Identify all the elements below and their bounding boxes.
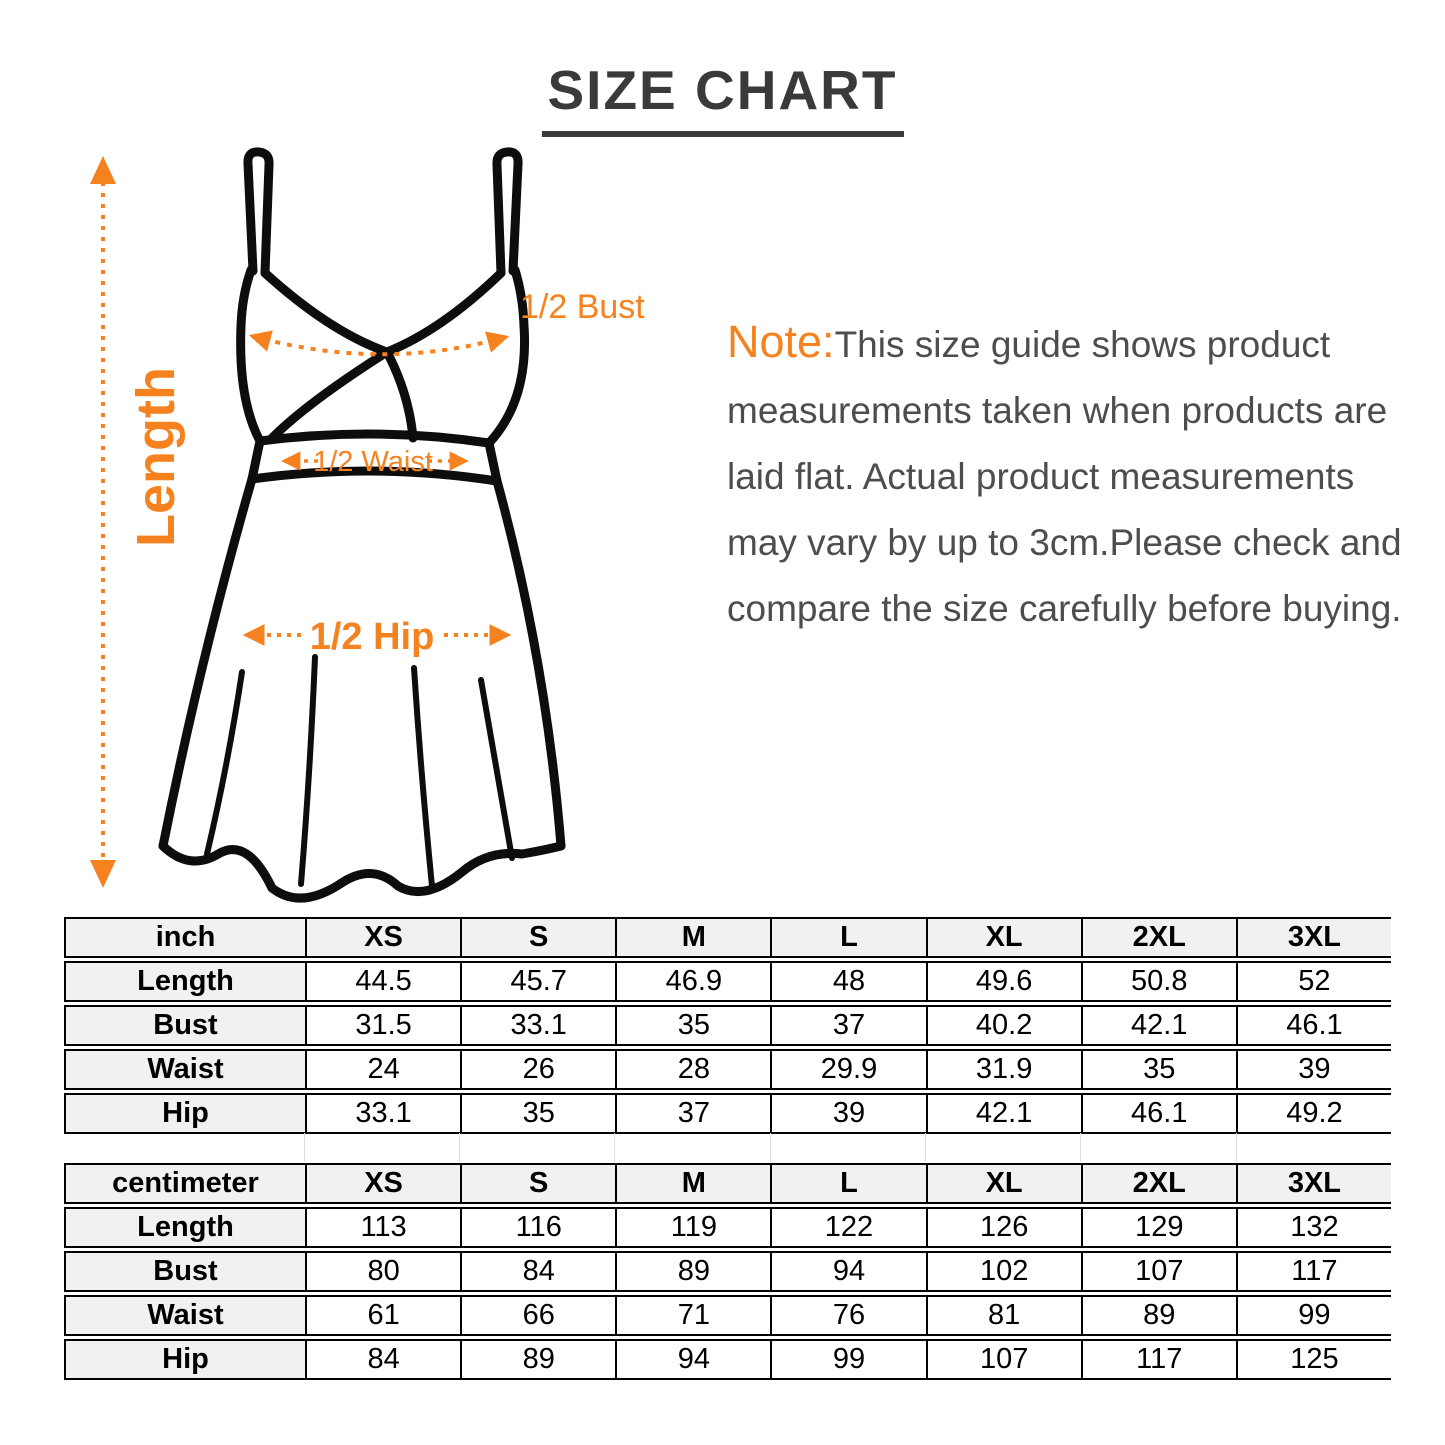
- measurement-value-cell: 99: [770, 1339, 925, 1380]
- measurement-value-cell: 61: [305, 1295, 460, 1336]
- measurement-value-cell: 117: [1236, 1251, 1391, 1292]
- size-header-cell: XL: [926, 917, 1081, 958]
- measurement-value-cell: 31.5: [305, 1005, 460, 1046]
- measurement-value-cell: 132: [1236, 1207, 1391, 1248]
- measurement-value-cell: 117: [1081, 1339, 1236, 1380]
- measurement-value-cell: 113: [305, 1207, 460, 1248]
- size-header-cell: S: [460, 1163, 615, 1204]
- unit-header-cell: centimeter: [64, 1163, 305, 1204]
- inch-size-table: [64, 914, 1391, 1137]
- measurement-value-cell: 116: [460, 1207, 615, 1248]
- measurement-value-cell: 37: [615, 1093, 770, 1134]
- gap-gridline: [1080, 1133, 1235, 1162]
- measurement-value-cell: 39: [770, 1093, 925, 1134]
- measurement-value-cell: 49.2: [1236, 1093, 1391, 1134]
- measurement-value-cell: 35: [460, 1093, 615, 1134]
- length-arrowhead-up: [90, 156, 116, 184]
- measurement-label-cell: Bust: [64, 1251, 305, 1292]
- waist-label: 1/2 Waist: [313, 446, 433, 478]
- measurement-value-cell: 39: [1236, 1049, 1391, 1090]
- size-header-cell: 2XL: [1081, 917, 1236, 958]
- measurement-value-cell: 33.1: [460, 1005, 615, 1046]
- measurement-value-cell: 84: [305, 1339, 460, 1380]
- size-header-cell: 2XL: [1081, 1163, 1236, 1204]
- measurement-value-cell: 46.9: [615, 961, 770, 1002]
- note-text-line: compare the size carefully before buying.: [727, 588, 1402, 629]
- measurement-label-cell: Bust: [64, 1005, 305, 1046]
- unit-header-cell: inch: [64, 917, 305, 958]
- measurement-value-cell: 50.8: [1081, 961, 1236, 1002]
- measurement-value-cell: 46.1: [1081, 1093, 1236, 1134]
- measurement-label-cell: Hip: [64, 1093, 305, 1134]
- measurement-value-cell: 52: [1236, 961, 1391, 1002]
- measurement-value-cell: 26: [460, 1049, 615, 1090]
- measurement-row: [64, 1339, 1391, 1380]
- measurement-value-cell: 42.1: [1081, 1005, 1236, 1046]
- size-header-row: [64, 1163, 1391, 1204]
- length-label: Length: [126, 367, 186, 547]
- gap-cell: [64, 1133, 304, 1162]
- skirt-right-edge: [497, 481, 561, 846]
- measurement-value-cell: 46.1: [1236, 1005, 1391, 1046]
- measurement-value-cell: 44.5: [305, 961, 460, 1002]
- measurement-value-cell: 80: [305, 1251, 460, 1292]
- skirt-pleat-lines: [207, 657, 512, 886]
- measurement-label-cell: Length: [64, 1207, 305, 1248]
- size-header-cell: L: [770, 917, 925, 958]
- measurement-value-cell: 89: [460, 1339, 615, 1380]
- dress-measurement-diagram: [0, 0, 720, 920]
- size-header-cell: L: [770, 1163, 925, 1204]
- measurement-value-cell: 129: [1081, 1207, 1236, 1248]
- measurement-value-cell: 45.7: [460, 961, 615, 1002]
- hip-label: 1/2 Hip: [309, 616, 435, 658]
- size-header-cell: M: [615, 1163, 770, 1204]
- skirt-hem: [163, 846, 561, 898]
- note-block: [727, 309, 1427, 642]
- measurement-label-cell: Hip: [64, 1339, 305, 1380]
- page-title: SIZE CHART: [542, 58, 904, 137]
- measurement-value-cell: 35: [615, 1005, 770, 1046]
- waistband-right-cap: [489, 443, 497, 481]
- gap-gridline: [925, 1133, 1080, 1162]
- centimeter-size-table: [64, 1160, 1391, 1383]
- size-header-cell: XS: [305, 917, 460, 958]
- measurement-value-cell: 119: [615, 1207, 770, 1248]
- size-header-cell: XS: [305, 1163, 460, 1204]
- measurement-value-cell: 99: [1236, 1295, 1391, 1336]
- size-header-cell: M: [615, 917, 770, 958]
- measurement-value-cell: 37: [770, 1005, 925, 1046]
- measurement-value-cell: 125: [1236, 1339, 1391, 1380]
- measurement-value-cell: 71: [615, 1295, 770, 1336]
- measurement-value-cell: 81: [926, 1295, 1081, 1336]
- length-arrow: [90, 156, 116, 888]
- gap-gridline: [614, 1133, 769, 1162]
- measurement-value-cell: 35: [1081, 1049, 1236, 1090]
- bust-label: 1/2 Bust: [520, 288, 645, 326]
- measurement-row: [64, 1049, 1391, 1090]
- size-header-row: [64, 917, 1391, 958]
- measurement-value-cell: 33.1: [305, 1093, 460, 1134]
- gap-gridline: [304, 1133, 459, 1162]
- note-line-1-text: This size guide shows product: [834, 324, 1331, 365]
- note-text-line: measurements taken when products are: [727, 390, 1388, 431]
- measurement-row: [64, 1295, 1391, 1336]
- size-header-cell: XL: [926, 1163, 1081, 1204]
- measurement-value-cell: 102: [926, 1251, 1081, 1292]
- waistband-top: [260, 434, 489, 443]
- measurement-label-cell: Length: [64, 961, 305, 1002]
- measurement-row: [64, 1005, 1391, 1046]
- table-gap-gridlines: [64, 1133, 1391, 1162]
- measurement-value-cell: 107: [926, 1339, 1081, 1380]
- size-header-cell: 3XL: [1236, 1163, 1391, 1204]
- right-strap: [497, 152, 518, 273]
- measurement-value-cell: 89: [1081, 1295, 1236, 1336]
- measurement-value-cell: 31.9: [926, 1049, 1081, 1090]
- note-lead: Note:: [727, 316, 835, 367]
- gap-gridline: [1236, 1133, 1391, 1162]
- measurement-value-cell: 94: [615, 1339, 770, 1380]
- measurement-value-cell: 84: [460, 1251, 615, 1292]
- waistband-left-cap: [252, 441, 260, 479]
- left-strap: [248, 152, 269, 273]
- measurement-label-cell: Waist: [64, 1049, 305, 1090]
- gap-gridline: [770, 1133, 925, 1162]
- measurement-value-cell: 28: [615, 1049, 770, 1090]
- measurement-value-cell: 122: [770, 1207, 925, 1248]
- measurement-value-cell: 89: [615, 1251, 770, 1292]
- measurement-value-cell: 76: [770, 1295, 925, 1336]
- measurement-row: [64, 961, 1391, 1002]
- measurement-value-cell: 42.1: [926, 1093, 1081, 1134]
- note-text-line: [727, 309, 1427, 378]
- measurement-value-cell: 94: [770, 1251, 925, 1292]
- measurement-row: [64, 1093, 1391, 1134]
- measurement-value-cell: 107: [1081, 1251, 1236, 1292]
- gap-gridline: [459, 1133, 614, 1162]
- length-arrowhead-down: [90, 860, 116, 888]
- measurement-label-cell: Waist: [64, 1295, 305, 1336]
- measurement-value-cell: 49.6: [926, 961, 1081, 1002]
- measurement-value-cell: 48: [770, 961, 925, 1002]
- bodice-left-side: [241, 270, 260, 441]
- size-header-cell: 3XL: [1236, 917, 1391, 958]
- measurement-value-cell: 40.2: [926, 1005, 1081, 1046]
- measurement-value-cell: 29.9: [770, 1049, 925, 1090]
- measurement-value-cell: 126: [926, 1207, 1081, 1248]
- measurement-value-cell: 24: [305, 1049, 460, 1090]
- size-header-cell: S: [460, 917, 615, 958]
- note-text-line: may vary by up to 3cm.Please check and: [727, 522, 1402, 563]
- measurement-value-cell: 66: [460, 1295, 615, 1336]
- note-text-line: laid flat. Actual product measurements: [727, 456, 1355, 497]
- neckline-left-panel: [265, 273, 413, 438]
- measurement-row: [64, 1207, 1391, 1248]
- measurement-row: [64, 1251, 1391, 1292]
